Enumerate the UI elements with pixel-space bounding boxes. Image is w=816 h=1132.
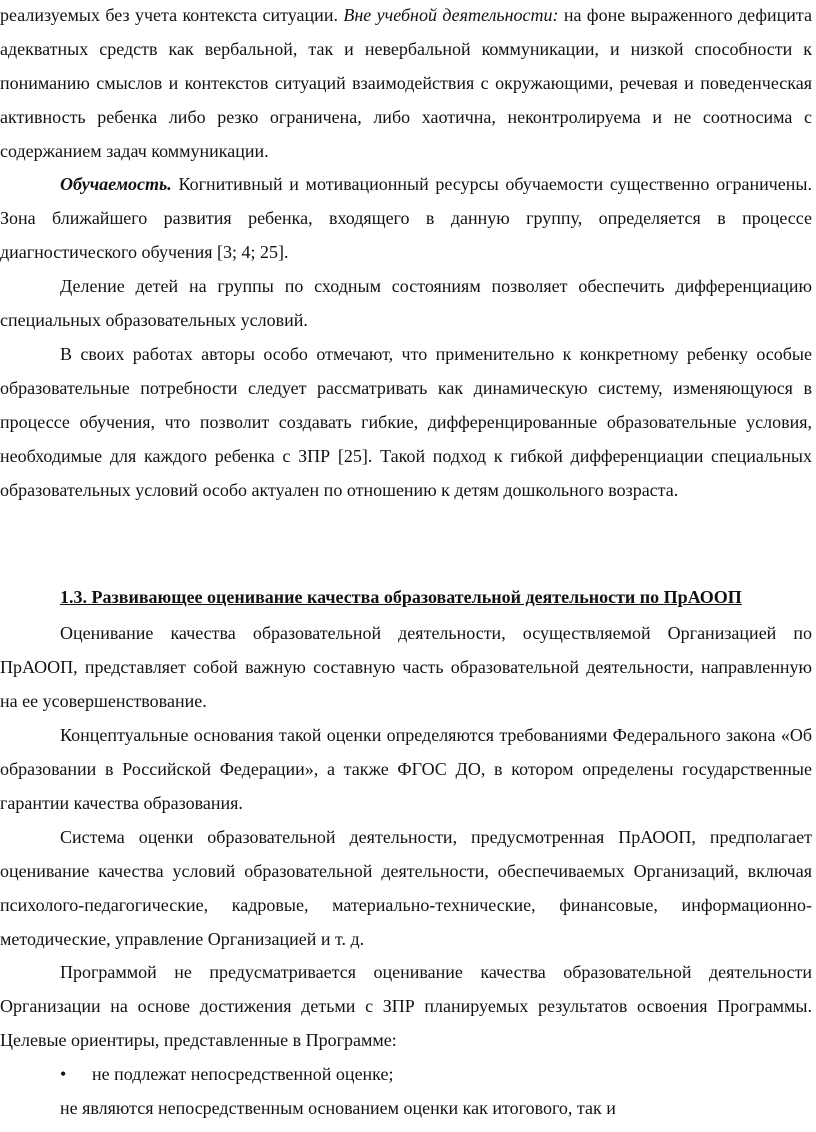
paragraph-1 bbox=[0, 0, 812, 168]
bullet-icon: • bbox=[60, 1064, 67, 1084]
section-heading: 1.3. Развивающее оценивание качества образовательной деятельности по ПрАООП bbox=[60, 587, 742, 607]
paragraph-4: В своих работах авторы особо отмечают, что применительно к конкретному ребенку особые образовательные потребности следует рассматривать как динамическую систему, изменяющуюся в процессе обучения, что позволит создавать гибкие, дифференцированные образовательные условия, необходимые для каждого ребенка с ЗПР [25]. Такой подход к гибкой дифференциации специальных образовательных условий особо актуален по отношению к детям дошкольного возраста. bbox=[0, 344, 812, 500]
paragraph-2-text: Когнитивный и мотивационный ресурсы обучаемости существенно ограничены. Зона ближайшего развития ребенка, входящего в данную группу, определяется в процессе диагностического обучения [3; 4; 25]. bbox=[0, 174, 812, 262]
bullet-item-1 bbox=[60, 1057, 760, 1091]
paragraph-2 bbox=[0, 167, 812, 269]
paragraph-1-italic: Вне учебной деятельности: bbox=[343, 5, 559, 25]
term-obuchaemost: Обучаемость. bbox=[60, 174, 172, 194]
paragraph-1-start: реализуемых без учета контекста ситуации. bbox=[0, 5, 344, 25]
paragraph-6: Концептуальные основания такой оценки определяются требованиями Федерального закона «Об образовании в Российской Федерации», а также ФГОС ДО, в котором определены государственные гарантии качества образования. bbox=[0, 725, 812, 813]
paragraph-1-rest: на фоне выраженного дефицита адекватных средств как вербальной, так и невербальной коммуникации, и низкой способности к пониманию смыслов и контекстов ситуаций взаимодействия с окружающими, речевая и поведенческая активность ребенка либо резко ограничена, либо хаотична, неконтролируема и не соотносима с содержанием задач коммуникации. bbox=[0, 5, 812, 161]
bullet-item-1-text: не подлежат непосредственной оценке; bbox=[92, 1064, 394, 1084]
paragraph-5: Оценивание качества образовательной деятельности, осуществляемой Организацией по ПрАООП, представляет собой важную составную часть образовательной деятельности, направленную на ее усовершенствование. bbox=[0, 623, 812, 711]
paragraph-8: Программой не предусматривается оценивание качества образовательной деятельности Организации на основе достижения детьми с ЗПР планируемых результатов освоения Программы. Целевые ориентиры, представленные в Программе: bbox=[0, 962, 812, 1050]
paragraph-3: Деление детей на группы по сходным состояниям позволяет обеспечить дифференциацию специальных образовательных условий. bbox=[0, 276, 812, 330]
paragraph-9: не являются непосредственным основанием оценки как итогового, так и bbox=[60, 1098, 616, 1118]
paragraph-7: Система оценки образовательной деятельности, предусмотренная ПрАООП, предполагает оценивание качества условий образовательной деятельности, обеспечиваемых Организаций, включая психолого-педагогические, кадровые, материально-технические, финансовые, информационно-методические, управление Организацией и т. д. bbox=[0, 827, 812, 949]
